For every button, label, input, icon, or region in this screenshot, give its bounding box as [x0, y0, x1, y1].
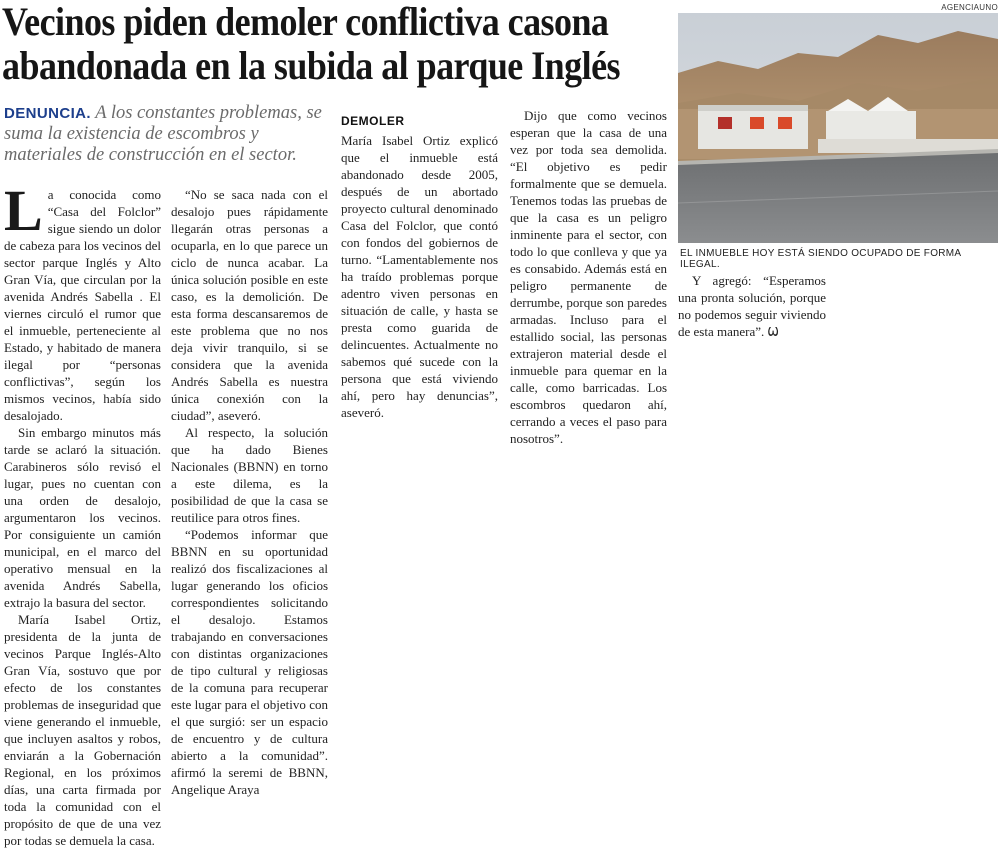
drop-cap: L [4, 178, 43, 243]
article-column-1 [4, 178, 162, 849]
article-photo [678, 13, 998, 243]
article-column-2 [171, 186, 328, 798]
body-paragraph-8: Dijo que como vecinos esperan que la casa de una vez por toda sea demolida. “El objetivo es pedir formalmente que se demuela. Tenemos todas las pruebas de que la casa es un peligro inminente para el sector, con todo lo que conlleva y que ya es consabido. Además está en peligro permanente de derrumbe, porque son paredes armadas. Incluso para el estallido social, las personas extrajeron material desde el inmueble para quemar en la calle, como barricadas. Los escombros quedaron ahí, cerrando a veces el paso para nosotros”. [510, 108, 667, 446]
lead-text: A los constantes problemas, se suma la existencia de escombros y materiales de construcción en el sector. [4, 103, 322, 165]
article-column-3 [341, 107, 498, 421]
headline-line-2: abandonada en la subida al parque Inglés [2, 43, 620, 88]
body-paragraph-1 [4, 178, 162, 424]
subhead-demoler: DEMOLER [341, 114, 405, 128]
article-column-4 [510, 107, 667, 447]
article-column-5 [678, 272, 826, 341]
lead-paragraph [4, 103, 326, 166]
photo-credit: AGENCIAUNO [941, 3, 998, 12]
body-text-p1: a conocida como “Casa del Folclor” sigue siendo un dolor de cabeza para los vecinos del sector parque Inglés y Alto Gran Vía, que circulan por la avenida Andrés Sabella . El viernes circuló el rumor que el inmueble, perteneciente al Estado, y habitado de manera ilegal por “personas conflictivas”, según los mismos vecinos, había sido desalojado. [4, 187, 162, 423]
body-paragraph-7: María Isabel Ortiz explicó que el inmueble está abandonado desde 2005, después de un abortado proyecto cultural denominado Casa del Folclor, que contó con fondos del gobiernos de turno. “Lamentablemente nos ha traído problemas porque adentro viven personas en situación de calle, y hasta se presta como guarida de delincuentes. Actualmente no sabemos qué sucede con la persona que está viviendo ahí, pero hay denuncias”, aseveró. [341, 133, 498, 420]
end-mark-icon: Ѡ [767, 325, 779, 339]
body-paragraph-6: “Podemos informar que BBNN en su oportunidad realizó dos fiscalizaciones al lugar generando los oficios correspondientes solicitando el desalojo. Estamos trabajando en conversaciones con distintas organizaciones de tipo cultural y religiosas de la comuna para recuperar este lugar para el objetivo con el que surgió: ser un espacio de encuentro y de cultura abierto a la comunidad”. afirmó la seremi de BBNN, Angelique Araya [171, 527, 328, 797]
photo-illustration [678, 13, 998, 243]
photo-caption: EL INMUEBLE HOY ESTÁ SIENDO OCUPADO DE FORMA ILEGAL. [680, 248, 961, 270]
headline [2, 0, 620, 88]
body-paragraph-5: Al respecto, la solución que ha dado Bienes Nacionales (BBNN) en torno a este dilema, es la posibilidad de que la casa se reutilice para otros fines. [171, 425, 328, 525]
body-paragraph-3: María Isabel Ortiz, presidenta de la junta de vecinos Parque Inglés-Alto Gran Vía, sostuvo que por efecto de los constantes problemas de inseguridad que viene generando el inmueble, que incluyen asaltos y robos, enviarán a la Gobernación Regional, en los próximos días, una carta firmada por toda la comunidad con el propósito de que de una vez por todas se demuela la casa. [4, 612, 161, 848]
headline-line-1: Vecinos piden demoler conflictiva casona [2, 0, 609, 44]
kicker-label: DENUNCIA. [4, 105, 91, 122]
body-paragraph-9 [678, 272, 826, 341]
body-paragraph-2: Sin embargo minutos más tarde se aclaró la situación. Carabineros sólo revisó el lugar, pues no cuentan con una orden de desalojo, argumentaron los vecinos. Por consiguiente un camión municipal, en el marco del operativo mensual en la avenida Andrés Sabella, extrajo la basura del sector. [4, 425, 161, 610]
body-text-p9: Y agregó: “Esperamos una pronta solución, porque no podemos seguir viviendo de esta manera”. [678, 273, 826, 339]
body-paragraph-4: “No se saca nada con el desalojo pues rápidamente llegarán otras personas a ocuparla, en lo que parece un ciclo de nunca acabar. La única solución posible en este caso, es la demolición. De esta forma descansaremos de este problema que no nos deja vivir tranquilo, si se considera que la avenida Andrés Sabella es nuestra única conexión con la ciudad”, aseveró. [171, 187, 328, 423]
